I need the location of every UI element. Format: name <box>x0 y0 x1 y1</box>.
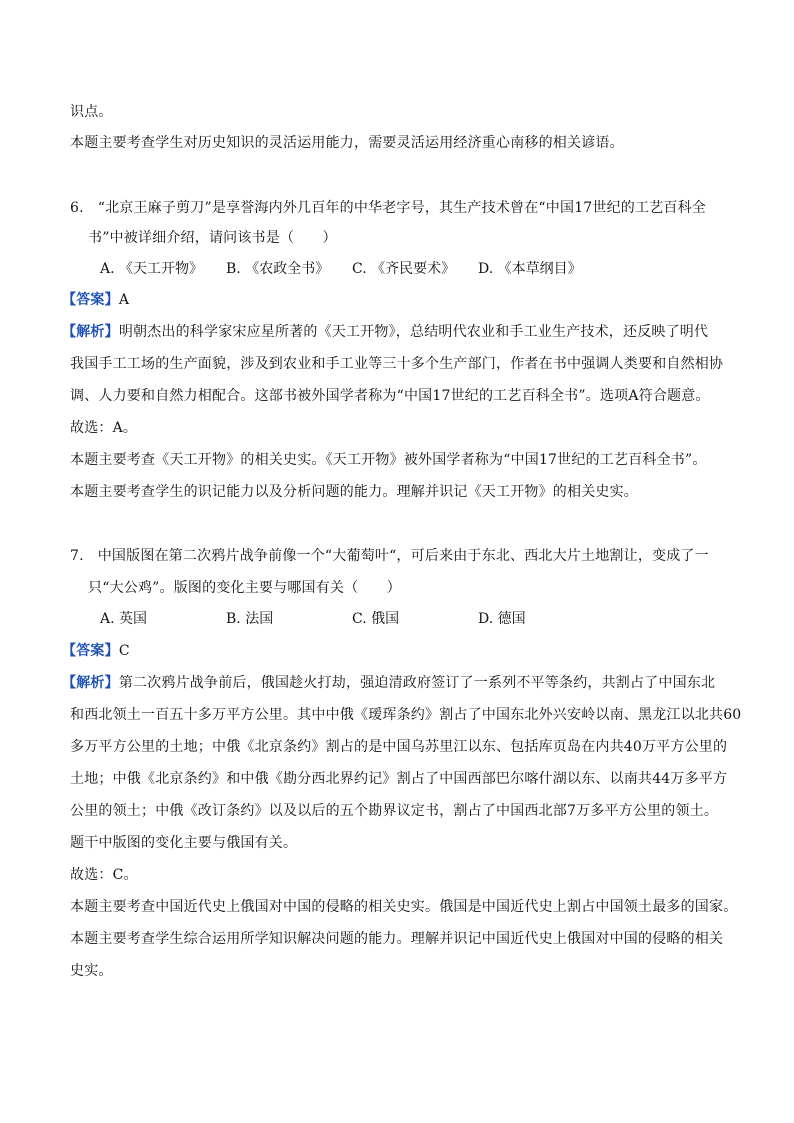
analysis-text: 故选：C。 <box>70 867 138 883</box>
option-b: B. 《农政全书》 <box>226 261 330 277</box>
analysis-tag: 【解析】 <box>62 324 119 340</box>
analysis-text: 本题主要考查学生综合运用所学知识解决问题的能力。理解并识记中国近代史上俄国对中国的侵略的相关 <box>70 931 724 947</box>
question-6-analysis-line <box>62 322 722 342</box>
option-c: C. 俄国 <box>352 611 400 627</box>
option-d: D. 德国 <box>478 611 526 627</box>
question-6-options <box>100 259 700 279</box>
prev-text-line: 识点。 <box>70 104 113 120</box>
question-7-options <box>100 609 700 629</box>
analysis-text: 本题主要考查学生的识记能力以及分析问题的能力。理解并识记《天工开物》的相关史实。 <box>70 484 638 500</box>
analysis-text: 我国手工工场的生产面貌，涉及到农业和手工业等三十多个生产部门，作者在书中强调人类要和自然相协 <box>70 356 724 372</box>
option-a: A. 《天工开物》 <box>100 261 204 277</box>
option-d: D. 《本草纲目》 <box>478 261 582 277</box>
analysis-text: 题干中版图的变化主要与俄国有关。 <box>70 835 298 851</box>
analysis-text: 故选：A。 <box>70 420 138 436</box>
analysis-tag: 【解析】 <box>62 675 119 691</box>
analysis-text: 公里的领土；中俄《改订条约》以及以后的五个勘界议定书，割占了中国西北部7万多平方公里的领土。 <box>70 803 719 819</box>
question-stem-line: 中国版图在第二次鸦片战争前像一个“大葡萄叶“，可后来由于东北、西北大片土地割让，变成了一 <box>97 548 709 564</box>
analysis-text: 本题主要考查《天工开物》的相关史实。《天工开物》被外国学者称为“中国17世纪的工艺百科全书”。 <box>70 452 707 468</box>
question-6-answer <box>62 290 722 310</box>
option-c: C. 《齐民要术》 <box>352 261 456 277</box>
analysis-text: 多万平方公里的土地；中俄《北京条约》割占的是中国乌苏里江以东、包括库页岛在内共40万平方公里的 <box>70 739 728 755</box>
option-a: A. 英国 <box>100 611 148 627</box>
answer-value: C <box>118 643 130 659</box>
answer-tag: 【答案】 <box>62 292 119 308</box>
question-7-analysis-line <box>62 673 722 693</box>
question-stem-line: 只“大公鸡”。版图的变化主要与哪国有关（ ） <box>88 580 401 596</box>
analysis-text: 调、人力要和自然力相配合。这部书被外国学者称为“中国17世纪的工艺百科全书”。选项A符合题意。 <box>70 388 710 404</box>
analysis-text: 明朝杰出的科学家宋应星所著的《天工开物》，总结明代农业和手工业生产技术，还反映了明代 <box>118 324 709 340</box>
prev-text-line: 本题主要考查学生对历史知识的灵活运用能力，需要灵活运用经济重心南移的相关谚语。 <box>70 135 624 151</box>
analysis-text: 本题主要考查中国近代史上俄国对中国的侵略的相关史实。俄国是中国近代史上割占中国领土最多的国家。 <box>70 899 738 915</box>
option-b: B. 法国 <box>226 611 274 627</box>
analysis-text: 第二次鸦片战争前后，俄国趁火打劫，强迫清政府签订了一系列不平等条约，共割占了中国东北 <box>118 675 716 691</box>
question-7-answer <box>62 641 722 661</box>
analysis-text: 和西北领土一百五十多万平方公里。其中中俄《瑷珲条约》割占了中国东北外兴安岭以南、黑龙江以北共60 <box>70 707 742 723</box>
analysis-text: 土地；中俄《北京条约》和中俄《勘分西北界约记》割占了中国西部巴尔喀什湖以东、以南共44万多平方 <box>70 771 728 787</box>
question-number: 7. <box>70 548 84 564</box>
question-stem-line: “北京王麻子剪刀”是享誉海内外几百年的中华老字号，其生产技术曾在“中国17世纪的工艺百科全 <box>97 200 707 216</box>
analysis-text: 史实。 <box>70 963 113 979</box>
answer-tag: 【答案】 <box>62 643 119 659</box>
question-stem-line: 书”中被详细介绍，请问该书是（ ） <box>88 230 337 246</box>
answer-value: A <box>118 292 130 308</box>
question-7-stem <box>70 546 730 566</box>
question-6-stem <box>70 198 730 218</box>
question-number: 6. <box>70 200 84 216</box>
